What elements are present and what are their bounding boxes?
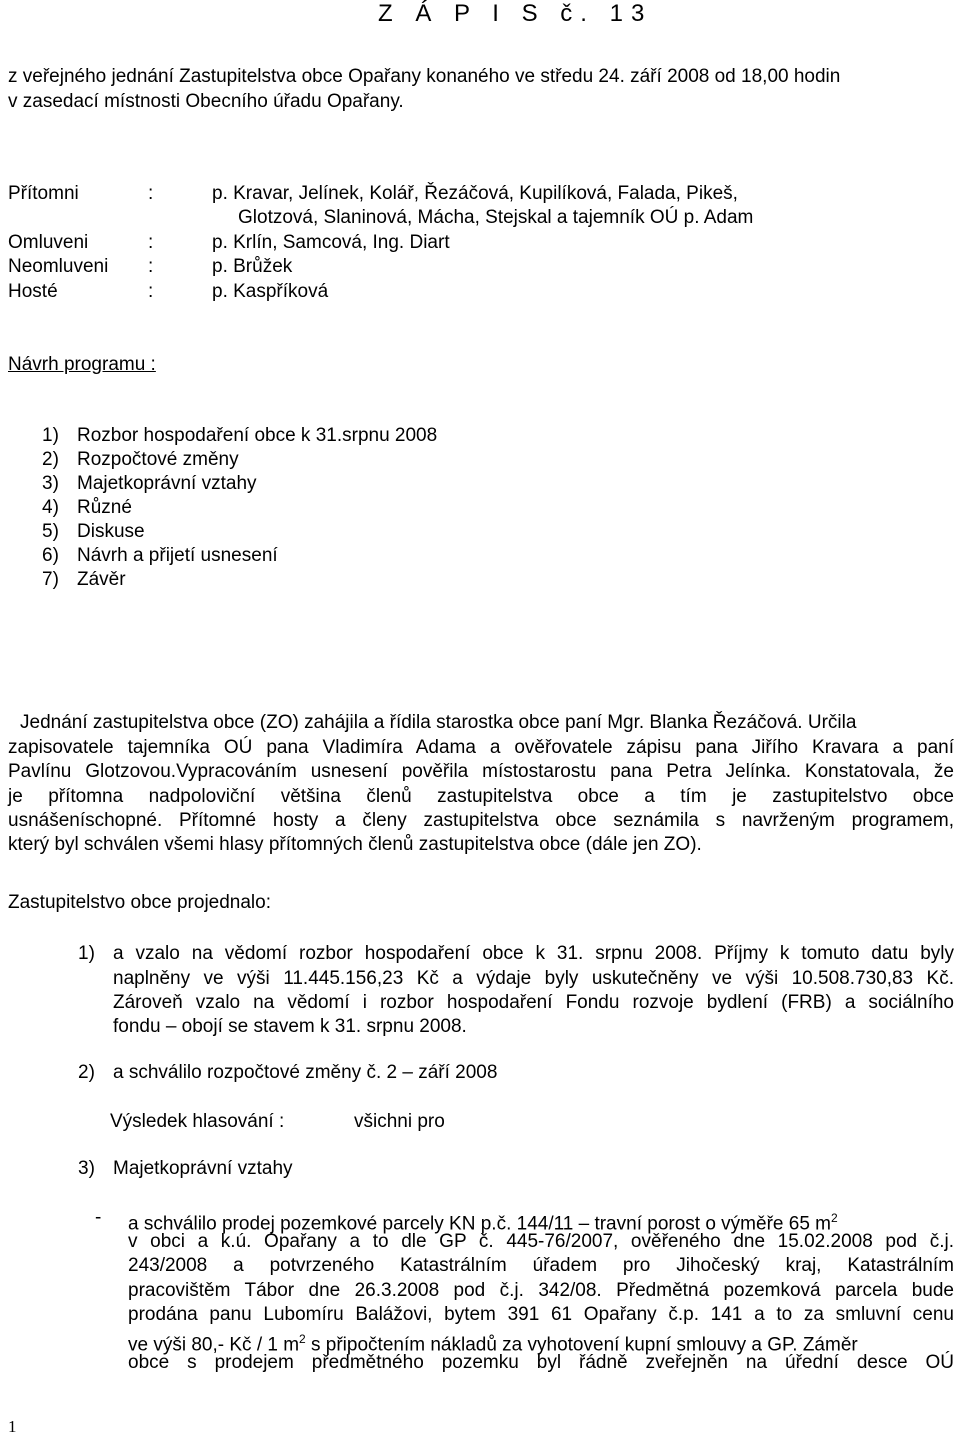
body-line: je přítomna nadpoloviční většina členů zastupitelstva obce a tím je zastupitelstvo obce xyxy=(8,786,954,807)
guests-label: Hosté xyxy=(8,281,58,302)
body-line: Pavlínu Glotzovou.Vypracováním usnesení pověřila místostarostu pana Petra Jelínka. Konstatovala, že xyxy=(8,761,954,782)
resolution-3-line: prodána panu Lubomíru Balážovi, bytem 391 61 Opařany č.p. 141 a to za smluvní cenu xyxy=(128,1304,954,1325)
guests-value: p. Kaspříková xyxy=(212,281,329,302)
document-title: Z Á P I S č. 13 xyxy=(378,0,653,27)
resolution-heading: Zastupitelstvo obce projednalo: xyxy=(8,892,271,913)
body-line: usnášeníschopné. Přítomné hosty a členy zastupitelstva obce seznámila s navrženým programem, xyxy=(8,810,954,831)
body-line: který byl schválen všemi hlasy přítomných členů zastupitelstva obce (dále jen ZO). xyxy=(8,834,702,855)
resolution-3-text: Majetkoprávní vztahy xyxy=(113,1158,293,1179)
unexcused-value: p. Brůžek xyxy=(212,256,293,277)
vote-value: všichni pro xyxy=(354,1111,445,1132)
superscript: 2 xyxy=(299,1332,306,1346)
resolution-1-line: fondu – obojí se stavem k 31. srpnu 2008. xyxy=(113,1016,467,1037)
resolution-3-num: 3) xyxy=(78,1158,95,1179)
intro-line-2: v zasedací místnosti Obecního úřadu Opařany. xyxy=(8,91,404,112)
resolution-1-line: Zároveň vzalo na vědomí i rozbor hospodaření Fondu rozvoje bydlení (FRB) a sociálního xyxy=(113,992,954,1013)
present-value-2: Glotzová, Slaninová, Mácha, Stejskal a tajemník OÚ p. Adam xyxy=(238,207,754,228)
program-item-num: 4) xyxy=(42,497,59,518)
program-item-num: 6) xyxy=(42,545,59,566)
present-colon: : xyxy=(148,183,154,204)
program-item-text: Různé xyxy=(77,497,132,518)
resolution-3-line-text: s připočtením nákladů za vyhotovení kupní smlouvy a GP. Záměr xyxy=(305,1334,858,1356)
program-item-text: Diskuse xyxy=(77,521,145,542)
guests-colon: : xyxy=(148,281,154,302)
present-value-1: p. Kravar, Jelínek, Kolář, Řezáčová, Kupilíková, Falada, Pikeš, xyxy=(212,183,738,204)
resolution-1-num: 1) xyxy=(78,943,95,964)
program-item-text: Rozbor hospodaření obce k 31.srpnu 2008 xyxy=(77,425,438,446)
resolution-3-line: pracovištěm Tábor dne 26.3.2008 pod č.j. 342/08. Předmětná pozemková parcela bude xyxy=(128,1280,954,1301)
resolution-1-line: naplněny ve výši 11.445.156,23 Kč a výdaje byly uskutečněny ve výši 10.508.730,83 Kč. xyxy=(113,968,954,989)
body-line: zapisovatele tajemníka OÚ pana Vladimíra Adama a ověřovatele zápisu pana Jiřího Kravara a paní xyxy=(8,737,954,758)
program-item-num: 3) xyxy=(42,473,59,494)
unexcused-label: Neomluveni xyxy=(8,256,109,277)
resolution-3-line-text: a schválilo prodej pozemkové parcely KN p.č. 144/11 – travní porost o výměře 65 m xyxy=(128,1213,831,1235)
resolution-3-line: v obci a k.ú. Opařany a to dle GP č. 445-76/2007, ověřeného dne 15.02.2008 pod č.j. xyxy=(128,1231,954,1252)
resolution-3-line-text: ve výši 80,- Kč / 1 m xyxy=(128,1334,300,1356)
resolution-3-line: obce s prodejem předmětného pozemku byl řádně zveřejněn na úřední desce OÚ xyxy=(128,1352,954,1373)
program-item-num: 7) xyxy=(42,569,59,590)
excused-label: Omluveni xyxy=(8,232,89,253)
resolution-2-num: 2) xyxy=(78,1062,95,1083)
intro-line-1: z veřejného jednání Zastupitelstva obce Opařany konaného ve středu 24. září 2008 od 18,00 hodin xyxy=(8,66,841,87)
program-item-text: Majetkoprávní vztahy xyxy=(77,473,257,494)
page-number: 1 xyxy=(8,1417,17,1436)
resolution-3-line: 243/2008 a potvrzeného Katastrálním úřadem pro Jihočeský kraj, Katastrálním xyxy=(128,1255,954,1276)
program-item-num: 5) xyxy=(42,521,59,542)
excused-value: p. Krlín, Samcová, Ing. Diart xyxy=(212,232,450,253)
program-item-num: 1) xyxy=(42,425,59,446)
body-line: Jednání zastupitelstva obce (ZO) zahájila a řídila starostka obce paní Mgr. Blanka Řezáčová. Určila xyxy=(20,712,857,733)
program-item-num: 2) xyxy=(42,449,59,470)
resolution-2-text: a schválilo rozpočtové změny č. 2 – září 2008 xyxy=(113,1062,498,1083)
excused-colon: : xyxy=(148,232,154,253)
present-label: Přítomni xyxy=(8,183,79,204)
program-item-text: Závěr xyxy=(77,569,126,590)
vote-label: Výsledek hlasování : xyxy=(110,1111,285,1132)
program-item-text: Návrh a přijetí usnesení xyxy=(77,545,278,566)
resolution-1-line: a vzalo na vědomí rozbor hospodaření obce k 31. srpnu 2008. Příjmy k tomuto datu byly xyxy=(113,943,954,964)
program-heading: Návrh programu : xyxy=(8,354,156,375)
program-item-text: Rozpočtové změny xyxy=(77,449,239,470)
unexcused-colon: : xyxy=(148,256,154,277)
bullet-dash: - xyxy=(95,1207,102,1228)
superscript: 2 xyxy=(831,1211,838,1225)
